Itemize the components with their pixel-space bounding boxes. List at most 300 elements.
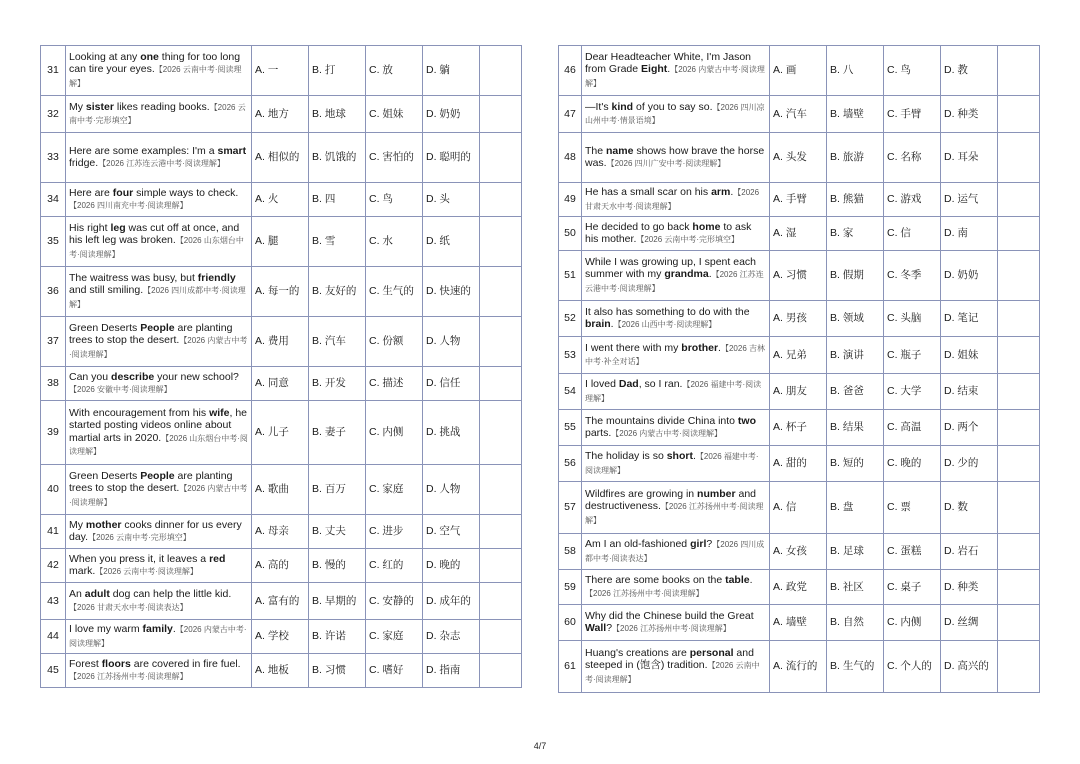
answer-option: A. 费用 — [252, 317, 309, 367]
sentence-text: dog can help the little kid. — [109, 588, 232, 600]
answer-option: C. 内侧 — [884, 605, 941, 641]
answer-option: B. 慢的 — [309, 549, 366, 583]
row-number: 50 — [559, 217, 582, 251]
sentence-text: likes reading books. — [113, 100, 210, 113]
example-sentence — [66, 515, 252, 549]
answer-blank-cell — [998, 570, 1040, 605]
answer-option: C. 份额 — [366, 317, 423, 367]
answer-option: A. 高的 — [252, 549, 309, 583]
table-row — [41, 46, 522, 96]
answer-option: C. 晚的 — [884, 446, 941, 482]
answer-option: A. 学校 — [252, 620, 309, 654]
example-sentence — [66, 133, 252, 183]
table-row — [41, 549, 522, 583]
answer-option: D. 结束 — [941, 374, 998, 410]
table-row — [559, 534, 1040, 570]
answer-blank-cell — [998, 482, 1040, 534]
table-row — [41, 465, 522, 515]
source-citation: 【2026 吉林中考·补全对话】 — [585, 343, 765, 366]
keyword: mother — [85, 518, 122, 531]
answer-option: A. 墙壁 — [770, 605, 827, 641]
row-number: 42 — [41, 549, 66, 583]
answer-option: B. 妻子 — [309, 401, 366, 465]
source-citation: 【2026 云南中考·完形填空】 — [636, 235, 740, 244]
example-sentence — [582, 337, 770, 374]
table-row — [559, 641, 1040, 693]
keyword: Dad — [618, 378, 639, 390]
row-number: 40 — [41, 465, 66, 515]
answer-option: B. 结果 — [827, 410, 884, 446]
answer-option: B. 短的 — [827, 446, 884, 482]
source-citation: 【2026 甘肃天水中考·阅读理解】 — [585, 188, 760, 211]
example-sentence — [582, 482, 770, 534]
answer-option: C. 蛋糕 — [884, 534, 941, 570]
sentence-text: The mountains divide China into — [585, 414, 738, 427]
table-row — [41, 267, 522, 317]
answer-option: B. 打 — [309, 46, 366, 96]
sentence-text: . — [692, 450, 696, 462]
keyword: four — [112, 186, 134, 199]
row-number: 31 — [41, 46, 66, 96]
page-number: 4/7 — [533, 741, 547, 751]
answer-option: B. 雪 — [309, 217, 366, 267]
answer-option: C. 鸟 — [366, 183, 423, 217]
row-number: 43 — [41, 583, 66, 620]
answer-blank-cell — [480, 515, 522, 549]
table-row — [559, 410, 1040, 446]
answer-option: C. 家庭 — [366, 465, 423, 515]
answer-option: D. 奶奶 — [423, 96, 480, 133]
keyword: Wall — [585, 622, 607, 634]
row-number: 56 — [559, 446, 582, 482]
row-number: 55 — [559, 410, 582, 446]
answer-option: D. 杂志 — [423, 620, 480, 654]
example-sentence — [66, 217, 252, 267]
sentence-text: Am I an old-fashioned — [585, 538, 691, 550]
table-row — [559, 446, 1040, 482]
sentence-text: My — [69, 100, 86, 113]
answer-option: B. 旅游 — [827, 133, 884, 183]
row-number: 35 — [41, 217, 66, 267]
answer-option: C. 进步 — [366, 515, 423, 549]
table-row — [41, 96, 522, 133]
table-row — [41, 133, 522, 183]
answer-option: B. 友好的 — [309, 267, 366, 317]
row-number: 57 — [559, 482, 582, 534]
answer-blank-cell — [480, 367, 522, 401]
example-sentence — [582, 374, 770, 410]
answer-option: D. 人物 — [423, 317, 480, 367]
answer-option: A. 每一的 — [252, 267, 309, 317]
source-citation: 【2026 云南中考·阅读理解】 — [69, 65, 242, 88]
table-row — [559, 605, 1040, 641]
answer-option: D. 数 — [941, 482, 998, 534]
sentence-text: . — [667, 63, 671, 76]
answer-option: B. 爸爸 — [827, 374, 884, 410]
source-citation: 【2026 内蒙古中考·阅读理解】 — [585, 65, 765, 88]
answer-option: B. 地球 — [309, 96, 366, 133]
example-sentence — [582, 96, 770, 133]
table-row — [41, 367, 522, 401]
row-number: 44 — [41, 620, 66, 654]
answer-option: A. 富有的 — [252, 583, 309, 620]
answer-option: C. 嗜好 — [366, 654, 423, 688]
table-row — [559, 374, 1040, 410]
answer-option: A. 相似的 — [252, 133, 309, 183]
sentence-text: and steeped in (饱含) tradition. — [585, 646, 754, 672]
vocabulary-table-left — [40, 45, 522, 688]
sentence-text: The — [585, 144, 607, 157]
sentence-text: simple ways to check. — [133, 186, 239, 199]
answer-option: B. 汽车 — [309, 317, 366, 367]
answer-option: D. 信任 — [423, 367, 480, 401]
sentence-text: . — [172, 623, 176, 635]
sentence-text: are planting trees to stop the desert. — [69, 469, 233, 495]
example-sentence — [66, 96, 252, 133]
sentence-text: Here are some examples: I'm a — [69, 144, 218, 157]
answer-option: B. 四 — [309, 183, 366, 217]
source-citation: 【2026 山东烟台中考·阅读理解】 — [69, 433, 248, 456]
example-sentence — [66, 654, 252, 688]
answer-option: B. 墙壁 — [827, 96, 884, 133]
sentence-text: I went there with my — [585, 341, 682, 354]
answer-option: D. 快速的 — [423, 267, 480, 317]
table-row — [559, 251, 1040, 301]
sentence-text: Looking at any — [69, 50, 141, 63]
answer-blank-cell — [998, 605, 1040, 641]
answer-option: C. 瓶子 — [884, 337, 941, 374]
answer-option: D. 高兴的 — [941, 641, 998, 693]
answer-option: C. 红的 — [366, 549, 423, 583]
answer-option: C. 鸟 — [884, 46, 941, 96]
answer-option: A. 火 — [252, 183, 309, 217]
sentence-text: fridge. — [69, 157, 99, 169]
example-sentence — [66, 401, 252, 465]
source-citation: 【2026 云南中考·阅读理解】 — [585, 661, 760, 684]
keyword: name — [606, 144, 634, 157]
source-citation: 【2026 安徽中考·阅读理解】 — [69, 385, 172, 394]
answer-option: C. 名称 — [884, 133, 941, 183]
keyword: home — [692, 220, 721, 233]
keyword: describe — [111, 370, 155, 383]
answer-option: A. 甜的 — [770, 446, 827, 482]
row-number: 37 — [41, 317, 66, 367]
answer-option: A. 儿子 — [252, 401, 309, 465]
row-number: 45 — [41, 654, 66, 688]
answer-option: B. 足球 — [827, 534, 884, 570]
source-citation: 【2026 四川广安中考·阅读理解】 — [606, 159, 726, 168]
answer-option: C. 害怕的 — [366, 133, 423, 183]
answer-option: A. 汽车 — [770, 96, 827, 133]
example-sentence — [582, 534, 770, 570]
answer-option: D. 笔记 — [941, 301, 998, 337]
row-number: 59 — [559, 570, 582, 605]
answer-blank-cell — [480, 133, 522, 183]
answer-option: B. 家 — [827, 217, 884, 251]
sentence-text: An — [69, 588, 85, 600]
sentence-text: . — [718, 341, 721, 354]
answer-option: D. 挑战 — [423, 401, 480, 465]
sentence-text: Green Deserts — [69, 321, 141, 334]
answer-option: D. 指南 — [423, 654, 480, 688]
example-sentence — [66, 620, 252, 654]
example-sentence — [66, 46, 252, 96]
sentence-text: I loved — [585, 378, 619, 390]
source-citation: 【2026 甘肃天水中考·阅读表达】 — [69, 602, 188, 612]
row-number: 38 — [41, 367, 66, 401]
answer-blank-cell — [998, 96, 1040, 133]
answer-blank-cell — [998, 217, 1040, 251]
source-citation: 【2026 江苏扬州中考·阅读理解】 — [585, 588, 704, 598]
answer-option: D. 教 — [941, 46, 998, 96]
example-sentence — [66, 549, 252, 583]
row-number: 34 — [41, 183, 66, 217]
example-sentence — [582, 217, 770, 251]
keyword: People — [140, 321, 175, 334]
answer-option: B. 演讲 — [827, 337, 884, 374]
example-sentence — [582, 183, 770, 217]
sentence-text: , so I ran. — [638, 378, 683, 390]
answer-blank-cell — [998, 337, 1040, 374]
table-row — [41, 401, 522, 465]
answer-blank-cell — [998, 410, 1040, 446]
keyword: personal — [689, 646, 734, 659]
row-number: 32 — [41, 96, 66, 133]
sentence-text: He decided to go back — [585, 220, 693, 233]
answer-option: D. 奶奶 — [941, 251, 998, 301]
table-row — [559, 183, 1040, 217]
sentence-text: The holiday is so — [585, 450, 667, 462]
sentence-text: . — [610, 318, 614, 330]
sentence-text: was cut off at once, and his left leg was broken. — [69, 221, 240, 247]
answer-option: D. 南 — [941, 217, 998, 251]
table-row — [559, 570, 1040, 605]
sentence-text: and still smiling. — [69, 284, 144, 297]
answer-option: A. 习惯 — [770, 251, 827, 301]
answer-blank-cell — [998, 534, 1040, 570]
answer-blank-cell — [998, 446, 1040, 482]
sentence-text: to ask his mother. — [585, 220, 752, 245]
sentence-text: are covered in fire fuel. — [130, 657, 241, 670]
answer-option: D. 耳朵 — [941, 133, 998, 183]
answer-option: A. 同意 — [252, 367, 309, 401]
source-citation: 【2026 福建中考·阅读理解】 — [585, 452, 759, 475]
source-citation: 【2026 云南中考·阅读理解】 — [95, 567, 198, 576]
answer-blank-cell — [480, 401, 522, 465]
sentence-text: cooks dinner for us every day. — [69, 518, 242, 543]
answer-option: A. 一 — [252, 46, 309, 96]
sentence-text: It also has something to do with the — [585, 305, 750, 318]
table-row — [559, 301, 1040, 337]
answer-blank-cell — [998, 301, 1040, 337]
answer-option: C. 信 — [884, 217, 941, 251]
sentence-text: Wildfires are growing in — [585, 487, 698, 500]
keyword: one — [140, 50, 159, 63]
answer-option: D. 人物 — [423, 465, 480, 515]
keyword: friendly — [197, 271, 236, 284]
answer-option: C. 水 — [366, 217, 423, 267]
answer-option: A. 朋友 — [770, 374, 827, 410]
answer-blank-cell — [480, 620, 522, 654]
row-number: 49 — [559, 183, 582, 217]
example-sentence — [66, 317, 252, 367]
keyword: number — [697, 487, 736, 500]
row-number: 61 — [559, 641, 582, 693]
answer-blank-cell — [480, 96, 522, 133]
sentence-text: When you press it, it leaves a — [69, 552, 210, 565]
answer-blank-cell — [480, 217, 522, 267]
sentence-text: With encouragement from his — [69, 406, 210, 419]
keyword: grandma — [664, 268, 709, 281]
source-citation: 【2026 山西中考·阅读理解】 — [613, 320, 717, 329]
keyword: wife — [209, 406, 230, 419]
table-row — [559, 96, 1040, 133]
answer-option: C. 高温 — [884, 410, 941, 446]
row-number: 48 — [559, 133, 582, 183]
table-row — [559, 482, 1040, 534]
answer-blank-cell — [480, 583, 522, 620]
keyword: adult — [84, 588, 110, 600]
answer-option: C. 票 — [884, 482, 941, 534]
answer-option: C. 头脑 — [884, 301, 941, 337]
answer-option: B. 习惯 — [309, 654, 366, 688]
keyword: Eight — [641, 63, 668, 76]
answer-option: B. 许诺 — [309, 620, 366, 654]
row-number: 47 — [559, 96, 582, 133]
table-row — [41, 317, 522, 367]
answer-blank-cell — [998, 183, 1040, 217]
source-citation: 【2026 四川凉山州中考·情景语境】 — [585, 102, 765, 125]
answer-option: B. 百万 — [309, 465, 366, 515]
answer-option: B. 饥饿的 — [309, 133, 366, 183]
answer-option: A. 母亲 — [252, 515, 309, 549]
answer-option: C. 描述 — [366, 367, 423, 401]
sentence-text: ? — [606, 622, 613, 634]
keyword: smart — [217, 144, 247, 157]
answer-option: B. 领域 — [827, 301, 884, 337]
keyword: People — [140, 469, 175, 482]
row-number: 52 — [559, 301, 582, 337]
keyword: short — [666, 450, 693, 462]
sentence-text: your new school? — [154, 370, 239, 383]
example-sentence — [582, 446, 770, 482]
answer-option: A. 头发 — [770, 133, 827, 183]
table-row — [559, 217, 1040, 251]
sentence-text: Forest — [69, 657, 102, 670]
answer-blank-cell — [480, 465, 522, 515]
keyword: leg — [110, 221, 126, 234]
source-citation: 【2026 内蒙古中考·阅读理解】 — [69, 484, 248, 507]
sentence-text: There are some books on the — [585, 574, 726, 586]
answer-option: A. 地方 — [252, 96, 309, 133]
sentence-text: parts. — [585, 427, 612, 439]
answer-option: A. 画 — [770, 46, 827, 96]
answer-option: D. 运气 — [941, 183, 998, 217]
answer-blank-cell — [480, 183, 522, 217]
answer-option: D. 种类 — [941, 570, 998, 605]
sentence-text: Dear Headteacher White, I'm Jason from Grade — [585, 50, 751, 76]
answer-option: D. 成年的 — [423, 583, 480, 620]
sentence-text: , he started posting videos online about martial arts in 2020. — [69, 406, 247, 444]
keyword: brother — [681, 341, 719, 354]
answer-option: C. 内侧 — [366, 401, 423, 465]
table-row — [41, 183, 522, 217]
answer-option: C. 冬季 — [884, 251, 941, 301]
answer-option: D. 纸 — [423, 217, 480, 267]
answer-blank-cell — [998, 133, 1040, 183]
answer-option: B. 开发 — [309, 367, 366, 401]
source-citation: 【2026 内蒙古中考·阅读理解】 — [611, 429, 722, 438]
answer-option: C. 桌子 — [884, 570, 941, 605]
source-citation: 【2026 四川成都中考·阅读理解】 — [69, 286, 246, 309]
source-citation: 【2026 云南中考·完形填空】 — [69, 102, 246, 125]
answer-blank-cell — [998, 46, 1040, 96]
row-number: 58 — [559, 534, 582, 570]
answer-blank-cell — [998, 251, 1040, 301]
answer-option: D. 姐妹 — [941, 337, 998, 374]
answer-option: D. 丝绸 — [941, 605, 998, 641]
answer-option: A. 杯子 — [770, 410, 827, 446]
sentence-text: Can you — [69, 370, 112, 383]
answer-option: A. 歌曲 — [252, 465, 309, 515]
source-citation: 【2026 江苏连云港中考·阅读理解】 — [98, 159, 225, 168]
source-citation: 【2026 山东烟台中考·阅读理解】 — [69, 236, 244, 259]
answer-option: D. 岩石 — [941, 534, 998, 570]
sentence-text: thing for too long can tire your eyes. — [69, 50, 241, 76]
table-row — [41, 217, 522, 267]
source-citation: 【2026 四川南充中考·阅读理解】 — [69, 201, 188, 210]
answer-option: C. 游戏 — [884, 183, 941, 217]
source-citation: 【2026 江苏扬州中考·阅读理解】 — [585, 502, 764, 525]
answer-option: A. 流行的 — [770, 641, 827, 693]
sentence-text: mark. — [69, 565, 96, 577]
answer-option: B. 八 — [827, 46, 884, 96]
sentence-text: My — [69, 518, 86, 531]
answer-option: C. 大学 — [884, 374, 941, 410]
keyword: arm — [711, 186, 731, 198]
sentence-text: . — [708, 268, 712, 281]
source-citation: 【2026 内蒙古中考·阅读理解】 — [69, 336, 248, 359]
example-sentence — [66, 583, 252, 620]
sentence-text: . — [730, 186, 734, 198]
answer-option: A. 政党 — [770, 570, 827, 605]
keyword: brain — [585, 318, 611, 330]
row-number: 53 — [559, 337, 582, 374]
source-citation: 【2026 江苏连云港中考·阅读理解】 — [585, 270, 764, 293]
source-citation: 【2026 云南中考·完形填空】 — [88, 533, 191, 542]
example-sentence — [582, 251, 770, 301]
answer-option: C. 安静的 — [366, 583, 423, 620]
answer-option: B. 盘 — [827, 482, 884, 534]
answer-option: B. 假期 — [827, 251, 884, 301]
keyword: two — [737, 414, 756, 427]
example-sentence — [66, 367, 252, 401]
answer-option: B. 社区 — [827, 570, 884, 605]
source-citation: 【2026 江苏扬州中考·阅读理解】 — [69, 672, 188, 681]
table-row — [559, 46, 1040, 96]
keyword: kind — [611, 100, 634, 113]
keyword: floors — [101, 657, 131, 670]
source-citation: 【2026 内蒙古中考·阅读理解】 — [69, 625, 247, 648]
vocabulary-table-right — [558, 45, 1040, 693]
sentence-text: I love my warm — [69, 623, 143, 635]
answer-option: B. 丈夫 — [309, 515, 366, 549]
example-sentence — [66, 267, 252, 317]
sentence-text: . — [749, 574, 753, 586]
answer-blank-cell — [480, 654, 522, 688]
sentence-text: Here are — [69, 186, 113, 199]
sentence-text: His right — [69, 221, 111, 234]
